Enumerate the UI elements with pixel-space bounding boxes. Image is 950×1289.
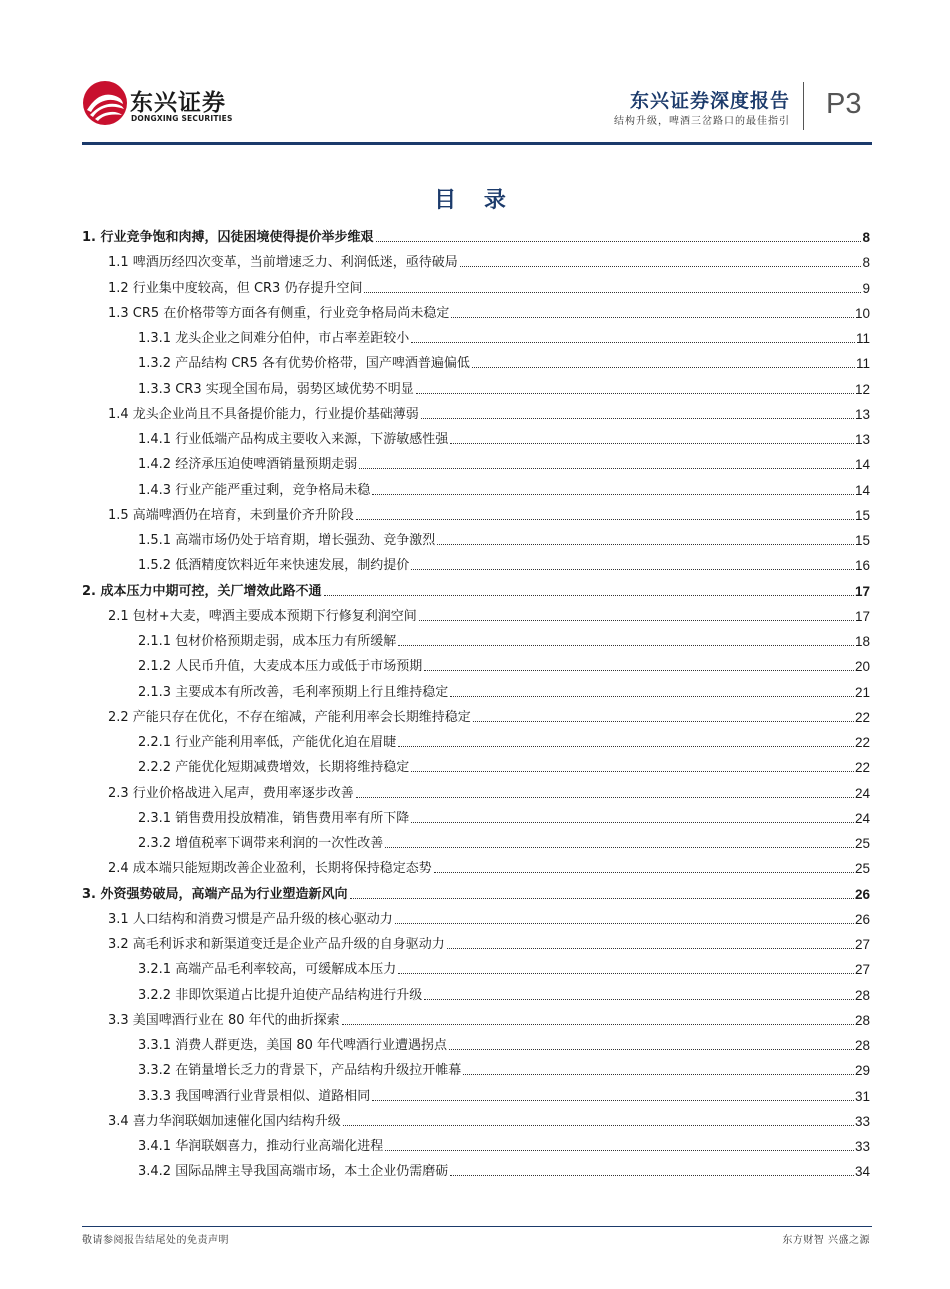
toc-entry-page: 17 (854, 608, 870, 624)
toc-entry[interactable] (138, 376, 870, 398)
toc-entry-page: 25 (854, 836, 870, 851)
toc-dot-leader (359, 468, 854, 469)
toc-dot-leader (395, 923, 854, 924)
toc-entry-title: 2.4 成本端只能短期改善企业盈利，长期将保持稳定态势 (108, 861, 432, 877)
toc-dot-leader (372, 494, 854, 495)
toc-entry-title: 3.3 美国啤酒行业在 80 年代的曲折探索 (108, 1012, 340, 1028)
toc-entry-page: 24 (854, 785, 870, 801)
toc-entry-page: 17 (854, 583, 870, 599)
header-divider (803, 82, 804, 130)
toc-entry-title: 1.3.2 产品结构 CR5 各有优势价格带，国产啤酒普遍偏低 (138, 356, 470, 372)
toc-entry[interactable] (108, 275, 870, 297)
toc-entry[interactable] (108, 704, 870, 726)
toc-entry-page: 24 (854, 810, 870, 826)
toc-entry[interactable] (138, 805, 870, 827)
toc-entry-title: 1.4.2 经济承压迫使啤酒销量预期走弱 (138, 457, 358, 473)
toc-dot-leader (364, 292, 861, 293)
company-logo (82, 80, 242, 130)
toc-entry-title: 2.3 行业价格战进入尾声，费用率逐步改善 (108, 785, 354, 801)
toc-entry[interactable] (138, 679, 870, 701)
toc-entry-page: 31 (854, 1088, 870, 1104)
toc-heading: 目 录 (434, 188, 516, 213)
toc-entry-page: 25 (854, 861, 870, 877)
toc-entry[interactable] (138, 426, 870, 448)
toc-entry[interactable] (108, 1007, 870, 1029)
toc-entry-title: 2.1.3 主要成本有所改善，毛利率预期上行且维持稳定 (138, 684, 449, 700)
toc-dot-leader (450, 443, 854, 444)
toc-entry-page: 33 (854, 1139, 870, 1154)
toc-entry-page: 34 (854, 1164, 870, 1180)
toc-entry-title: 3.2 高毛利诉求和新渠道变迁是企业产品升级的自身驱动力 (108, 937, 445, 952)
toc-entry[interactable] (82, 881, 870, 903)
toc-entry[interactable] (138, 527, 870, 549)
toc-dot-leader (450, 1175, 854, 1176)
toc-dot-leader (342, 1024, 854, 1025)
toc-dot-leader (472, 367, 855, 368)
toc-entry-page: 26 (854, 911, 870, 927)
toc-entry-page: 28 (854, 1038, 870, 1053)
toc-entry-page: 10 (854, 305, 870, 321)
toc-entry-page: 12 (854, 381, 870, 397)
toc-entry[interactable] (138, 1083, 870, 1105)
toc-entry-page: 29 (854, 1063, 870, 1079)
toc-entry-title: 3.2.1 高端产品毛利率较高，可缓解成本压力 (138, 962, 397, 978)
toc-entry-title: 3.3.1 消费人群更迭，美国 80 年代啤酒行业遭遇拐点 (138, 1038, 448, 1053)
toc-entry-title: 2.1.1 包材价格预期走弱，成本压力有所缓解 (138, 634, 397, 649)
toc-entry-title: 1. 行业竞争饱和肉搏，囚徒困境使得提价举步维艰 (82, 230, 374, 245)
toc-entry-page: 14 (854, 457, 870, 473)
logo-cn-text: 东兴证券 (130, 90, 226, 116)
toc-dot-leader (411, 342, 855, 343)
toc-dot-leader (451, 317, 854, 318)
toc-entry-title: 1.3.3 CR3 实现全国布局，弱势区域优势不明显 (138, 381, 414, 397)
toc-entry-page: 9 (862, 280, 870, 296)
toc-dot-leader (416, 393, 854, 394)
toc-entry-page: 18 (854, 634, 870, 649)
toc-dot-leader (434, 872, 854, 873)
toc-entry-page: 14 (854, 482, 870, 498)
toc-entry-title: 1.3 CR5 在价格带等方面各有侧重，行业竞争格局尚未稳定 (108, 305, 450, 321)
toc-entry-title: 2.2.2 产能优化短期减费增效，长期将维持稳定 (138, 760, 410, 776)
toc-entry-title: 2.3.2 增值税率下调带来利润的一次性改善 (138, 836, 384, 851)
toc-entry-title: 1.5 高端啤酒仍在培育，未到量价齐升阶段 (108, 507, 354, 523)
toc-dot-leader (411, 822, 854, 823)
toc-entry[interactable] (138, 1133, 870, 1155)
toc-entry[interactable] (138, 552, 870, 574)
toc-entry-page: 22 (854, 709, 870, 725)
toc-entry-page: 27 (854, 937, 870, 952)
toc-dot-leader (350, 898, 854, 899)
toc-dot-leader (463, 1074, 854, 1075)
toc-dot-leader (324, 595, 854, 596)
toc-dot-leader (398, 746, 854, 747)
toc-entry[interactable] (138, 477, 870, 499)
toc-dot-leader (449, 1049, 854, 1050)
toc-entry[interactable] (108, 300, 870, 322)
toc-dot-leader (424, 670, 854, 671)
toc-entry-title: 1.4.1 行业低端产品构成主要收入来源，下游敏感性强 (138, 432, 449, 447)
toc-entry-page: 15 (854, 533, 870, 548)
toc-dot-leader (421, 418, 854, 419)
toc-entry-title: 1.4.3 行业产能严重过剩，竞争格局未稳 (138, 482, 371, 498)
toc-dot-leader (437, 544, 854, 545)
toc-entry[interactable] (138, 653, 870, 675)
logo-en-text: DONGXING SECURITIES (131, 114, 233, 123)
toc-entry[interactable] (108, 603, 870, 625)
toc-entry-title: 3.3.2 在销量增长乏力的背景下，产品结构升级拉开帷幕 (138, 1063, 462, 1079)
toc-entry-page: 22 (854, 735, 870, 750)
toc-entry[interactable] (82, 578, 870, 600)
toc-entry[interactable] (108, 502, 870, 524)
toc-dot-leader (385, 1150, 854, 1151)
toc-entry[interactable] (138, 1057, 870, 1079)
toc-dot-leader (398, 973, 854, 974)
toc-entry-title: 3.2.2 非即饮渠道占比提升迫使产品结构进行升级 (138, 987, 423, 1003)
toc-entry-title: 1.1 啤酒历经四次变革，当前增速乏力、利润低迷，亟待破局 (108, 255, 458, 271)
toc-dot-leader (343, 1125, 854, 1126)
toc-dot-leader (376, 241, 862, 242)
toc-entry-page: 13 (854, 432, 870, 447)
toc-entry-page: 28 (854, 987, 870, 1003)
toc-entry[interactable] (138, 830, 870, 852)
toc-entry[interactable] (138, 451, 870, 473)
toc-entry-page: 26 (854, 886, 870, 902)
report-subtitle: 结构升级，啤酒三岔路口的最佳指引 (614, 116, 790, 127)
toc-dot-leader (411, 569, 854, 570)
toc-entry-page: 15 (854, 507, 870, 523)
toc-entry-title: 1.4 龙头企业尚且不具备提价能力，行业提价基础薄弱 (108, 406, 419, 422)
toc-entry-page: 11 (855, 331, 870, 346)
toc-dot-leader (356, 797, 854, 798)
toc-dot-leader (447, 948, 854, 949)
toc-entry-page: 22 (854, 760, 870, 776)
toc-entry[interactable] (138, 325, 870, 347)
toc-entry-page: 13 (854, 406, 870, 422)
toc-entry[interactable] (108, 401, 870, 423)
toc-entry[interactable] (138, 1032, 870, 1054)
logo-mark-icon (82, 80, 128, 126)
toc-entry-title: 1.2 行业集中度较高，但 CR3 仍存提升空间 (108, 280, 363, 296)
toc-entry-title: 2. 成本压力中期可控，关厂增效此路不通 (82, 583, 322, 599)
toc-dot-leader (372, 1100, 854, 1101)
toc-entry[interactable] (138, 628, 870, 650)
toc-entry-page: 21 (854, 684, 870, 700)
toc-entry-page: 16 (854, 558, 870, 574)
toc-entry[interactable] (108, 780, 870, 802)
toc-entry[interactable] (138, 1158, 870, 1180)
toc-entry[interactable] (108, 1108, 870, 1130)
toc-entry[interactable] (138, 982, 870, 1004)
toc-dot-leader (419, 620, 854, 621)
page-label: P3 (826, 88, 862, 120)
toc-entry-title: 3.4 喜力华润联姻加速催化国内结构升级 (108, 1113, 341, 1129)
toc-entry-title: 2.2.1 行业产能利用率低，产能优化迫在眉睫 (138, 735, 397, 750)
toc-entry[interactable] (108, 249, 870, 271)
toc-entry-page: 11 (855, 356, 870, 372)
toc-entry-page: 20 (854, 659, 870, 675)
toc-entry[interactable] (138, 956, 870, 978)
toc-dot-leader (398, 645, 854, 646)
toc-entry[interactable] (138, 754, 870, 776)
toc-entry-page: 28 (854, 1012, 870, 1028)
toc-entry-title: 1.3.1 龙头企业之间难分伯仲，市占率差距较小 (138, 331, 410, 346)
toc-entry-title: 3. 外资强势破局，高端产品为行业塑造新风向 (82, 886, 348, 902)
toc-entry[interactable] (108, 906, 870, 928)
header-rule (82, 142, 872, 145)
toc-dot-leader (473, 721, 854, 722)
toc-entry-title: 2.1 包材+大麦，啤酒主要成本预期下行修复利润空间 (108, 608, 417, 624)
page-header (0, 0, 950, 148)
footer-rule (82, 1226, 872, 1227)
report-title: 东兴证券深度报告 (629, 90, 790, 112)
toc-entry-page: 8 (862, 230, 870, 245)
toc-dot-leader (450, 696, 854, 697)
toc-entry-title: 2.3.1 销售费用投放精准，销售费用率有所下降 (138, 810, 410, 826)
toc-entry-page: 8 (862, 255, 870, 271)
toc-entry-page: 27 (854, 962, 870, 978)
footer-slogan: 东方财智 兴盛之源 (782, 1235, 870, 1246)
toc-entry-title: 1.5.1 高端市场仍处于培育期，增长强劲、竞争激烈 (138, 533, 436, 548)
toc-entry[interactable] (82, 224, 870, 246)
toc-entry-title: 2.1.2 人民币升值，大麦成本压力或低于市场预期 (138, 659, 423, 675)
toc-entry[interactable] (108, 931, 870, 953)
toc-entry-title: 3.4.1 华润联姻喜力，推动行业高端化进程 (138, 1139, 384, 1154)
toc-dot-leader (356, 519, 854, 520)
toc-entry[interactable] (138, 350, 870, 372)
toc-dot-leader (385, 847, 854, 848)
toc-entry-title: 3.4.2 国际品牌主导我国高端市场，本土企业仍需磨砺 (138, 1164, 449, 1180)
toc-entry-page: 33 (854, 1113, 870, 1129)
toc-dot-leader (424, 999, 854, 1000)
toc-entry-title: 1.5.2 低酒精度饮料近年来快速发展，制约提价 (138, 558, 410, 574)
toc-entry-title: 3.1 人口结构和消费习惯是产品升级的核心驱动力 (108, 911, 393, 927)
toc-entry[interactable] (108, 855, 870, 877)
toc-entry[interactable] (138, 729, 870, 751)
toc-dot-leader (411, 771, 854, 772)
toc-entry-title: 3.3.3 我国啤酒行业背景相似、道路相同 (138, 1088, 371, 1104)
toc-dot-leader (460, 266, 862, 267)
toc-entry-title: 2.2 产能只存在优化，不存在缩减，产能利用率会长期维持稳定 (108, 709, 471, 725)
footer-disclaimer: 敬请参阅报告结尾处的免责声明 (82, 1235, 229, 1246)
